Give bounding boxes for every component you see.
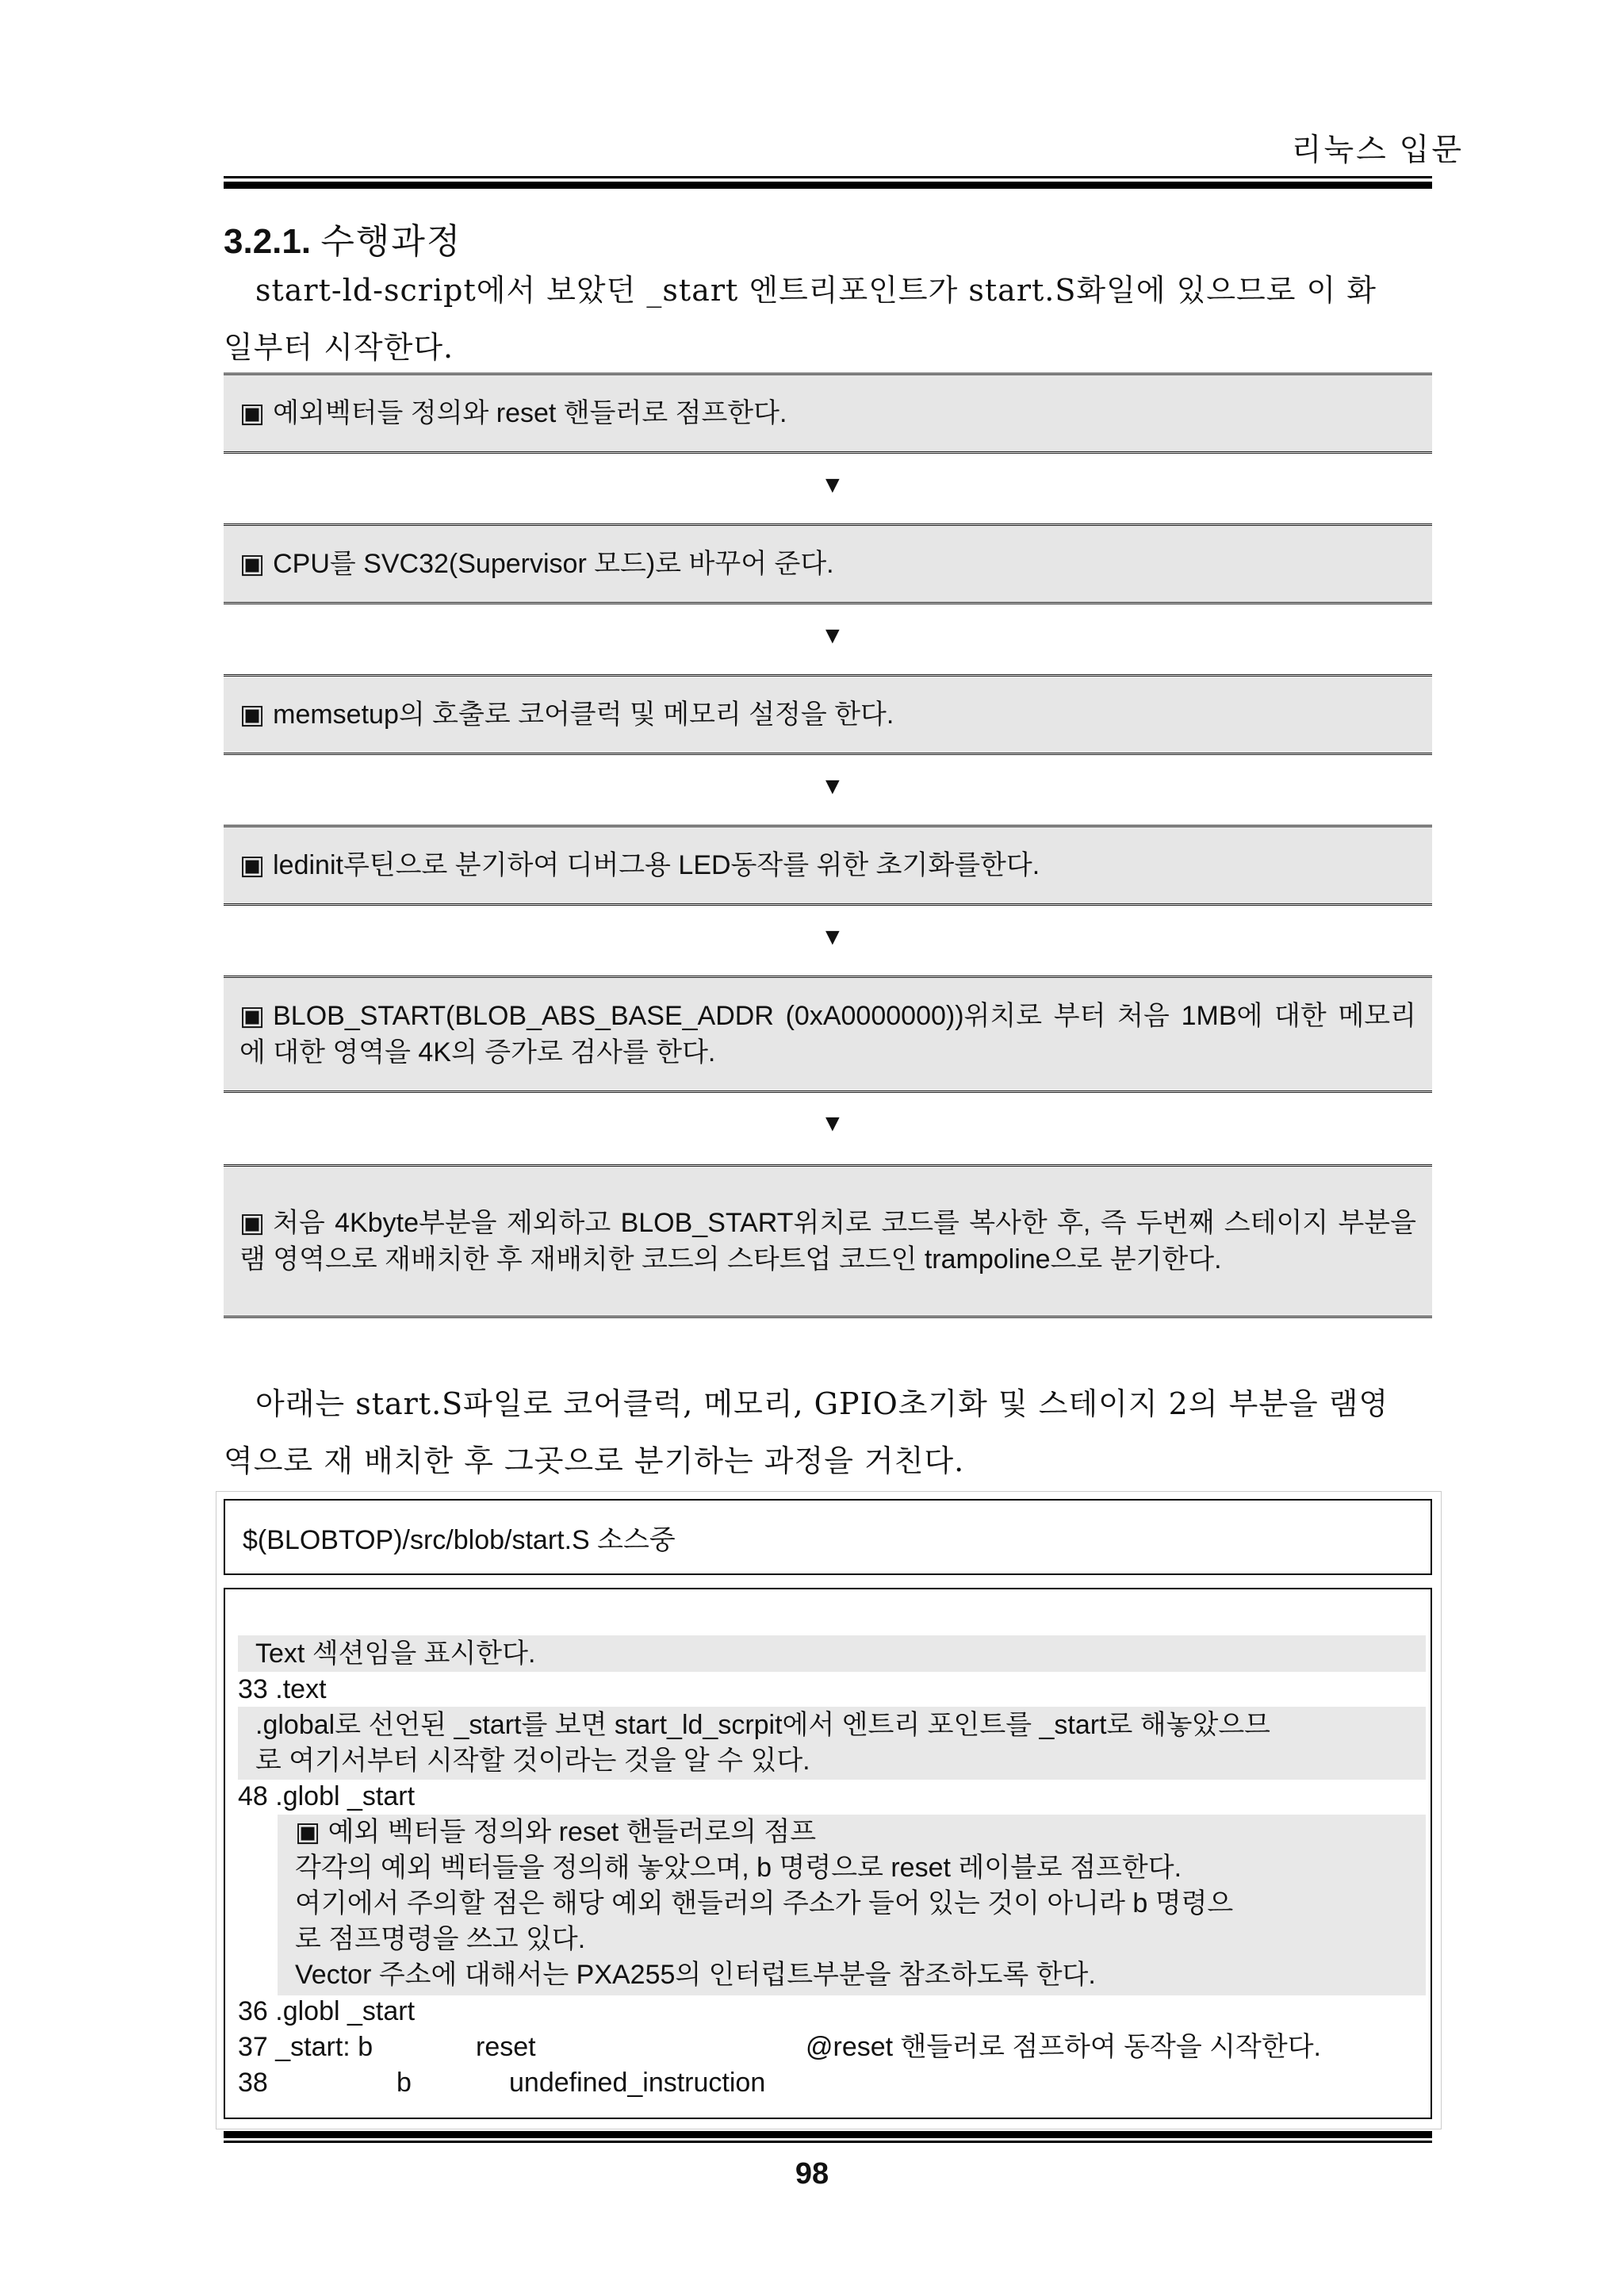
down-arrow-icon: ▼ (821, 623, 845, 649)
code-line-33: 33 .text (238, 1674, 327, 1704)
header-rule-thick (224, 182, 1432, 189)
footer-rule (224, 2141, 1432, 2143)
step-box-5 (224, 976, 1432, 1093)
step-text-1: 예외벡터들 정의와 reset 핸들러로 점프한다. (273, 398, 787, 428)
page-number: 98 (795, 2157, 829, 2191)
note-text-section: Text 섹션임을 표시한다. (255, 1639, 536, 1669)
square-bullet-icon: ▣ (239, 398, 266, 428)
square-bullet-icon: ▣ (239, 1001, 266, 1031)
step-text-6: 처음 4Kbyte부분을 제외하고 BLOB_START위치로 코드를 복사한 후, 즉 두번째 스테이지 부분을 램 영역으로 재배치한 후 재배치한 코드의 스타트업 코드인 trampoline으로 분기한다. (239, 1208, 1416, 1274)
note-vector-line-2: 각각의 예외 벡터들을 정의해 놓았으며, b 명령으로 reset 레이블로 점프한다. (295, 1853, 1182, 1883)
step-text-2: CPU를 SVC32(Supervisor 모드)로 바꾸어 준다. (273, 549, 834, 579)
code-line-36: 36 .globl _start (238, 1996, 416, 2026)
body-paragraph (224, 1375, 1432, 1489)
step-box-6 (224, 1164, 1432, 1318)
down-arrow-icon: ▼ (821, 924, 845, 950)
square-bullet-icon: ▣ (239, 549, 266, 579)
note-vector-line-3: 여기에서 주의할 점은 해당 예외 핸들러의 주소가 들어 있는 것이 아니라 b 명령으 (295, 1888, 1234, 1918)
intro-line-2: 일부터 시작한다. (224, 330, 454, 365)
step-box-2 (224, 523, 1432, 604)
note-vector-line-5: Vector 주소에 대해서는 PXA255의 인터럽트부분을 참조하도록 한다. (295, 1960, 1096, 1990)
step-text-4: ledinit루틴으로 분기하여 디버그용 LED동작를 위한 초기화를한다. (273, 850, 1040, 880)
square-bullet-icon: ▣ (239, 1208, 266, 1238)
source-title: $(BLOBTOP)/src/blob/start.S 소스중 (243, 1524, 676, 1555)
section-heading (224, 213, 462, 263)
code-line-37-operand: reset (476, 2032, 536, 2062)
code-line-37-label: 37 _start: b (238, 2032, 373, 2062)
step-text-3: memsetup의 호출로 코어클럭 및 메모리 설정을 한다. (273, 700, 894, 730)
square-bullet-icon: ▣ (239, 700, 266, 730)
down-arrow-icon: ▼ (821, 773, 845, 799)
code-line-48: 48 .globl _start (238, 1781, 416, 1811)
code-line-37-comment: @reset 핸들러로 점프하여 동작을 시작한다. (806, 2032, 1321, 2062)
note-global-line-1: .global로 선언된 _start를 보면 start_ld_scrpit에서 엔트리 포인트를 _start로 해놓았으므 (255, 1710, 1271, 1740)
intro-line-1: start-ld-script에서 보았던 _start 엔트리포인트가 start.S화일에 있으므로 이 화 (255, 273, 1377, 308)
down-arrow-icon: ▼ (821, 1110, 845, 1137)
header-rule (224, 176, 1432, 178)
para2-line-1: 아래는 start.S파일로 코어클럭, 메모리, GPIO초기화 및 스테이지 2의 부분을 램영 (255, 1386, 1389, 1421)
code-line-38-instr: b (396, 2068, 412, 2098)
step-box-4 (224, 825, 1432, 906)
source-title-box (224, 1499, 1432, 1575)
intro-paragraph (224, 262, 1432, 376)
code-line-38-operand: undefined_instruction (509, 2068, 766, 2098)
section-title: 수행과정 (320, 221, 462, 262)
step-box-3 (224, 674, 1432, 755)
footer-rule-thick (224, 2131, 1432, 2138)
square-bullet-icon: ▣ (239, 850, 266, 880)
note-global-line-2: 로 여기서부터 시작할 것이라는 것을 알 수 있다. (255, 1746, 810, 1776)
section-number: 3.2.1. (224, 222, 312, 261)
step-box-1 (224, 373, 1432, 454)
code-line-38-number: 38 (238, 2068, 268, 2098)
running-header: 리눅스 입문 (1291, 133, 1464, 167)
down-arrow-icon: ▼ (821, 472, 845, 498)
note-vector-line-4: 로 점프명령을 쓰고 있다. (295, 1924, 586, 1954)
note-vector-line-1: ▣ 예외 벡터들 정의와 reset 핸들러로의 점프 (295, 1817, 817, 1847)
para2-line-2: 역으로 재 배치한 후 그곳으로 분기하는 과정을 거친다. (224, 1443, 965, 1478)
step-text-5: BLOB_START(BLOB_ABS_BASE_ADDR (0xA0000000))위치로 부터 처음 1MB에 대한 메모리에 대한 영역을 4K의 증가로 검사를 한다. (239, 1001, 1416, 1068)
